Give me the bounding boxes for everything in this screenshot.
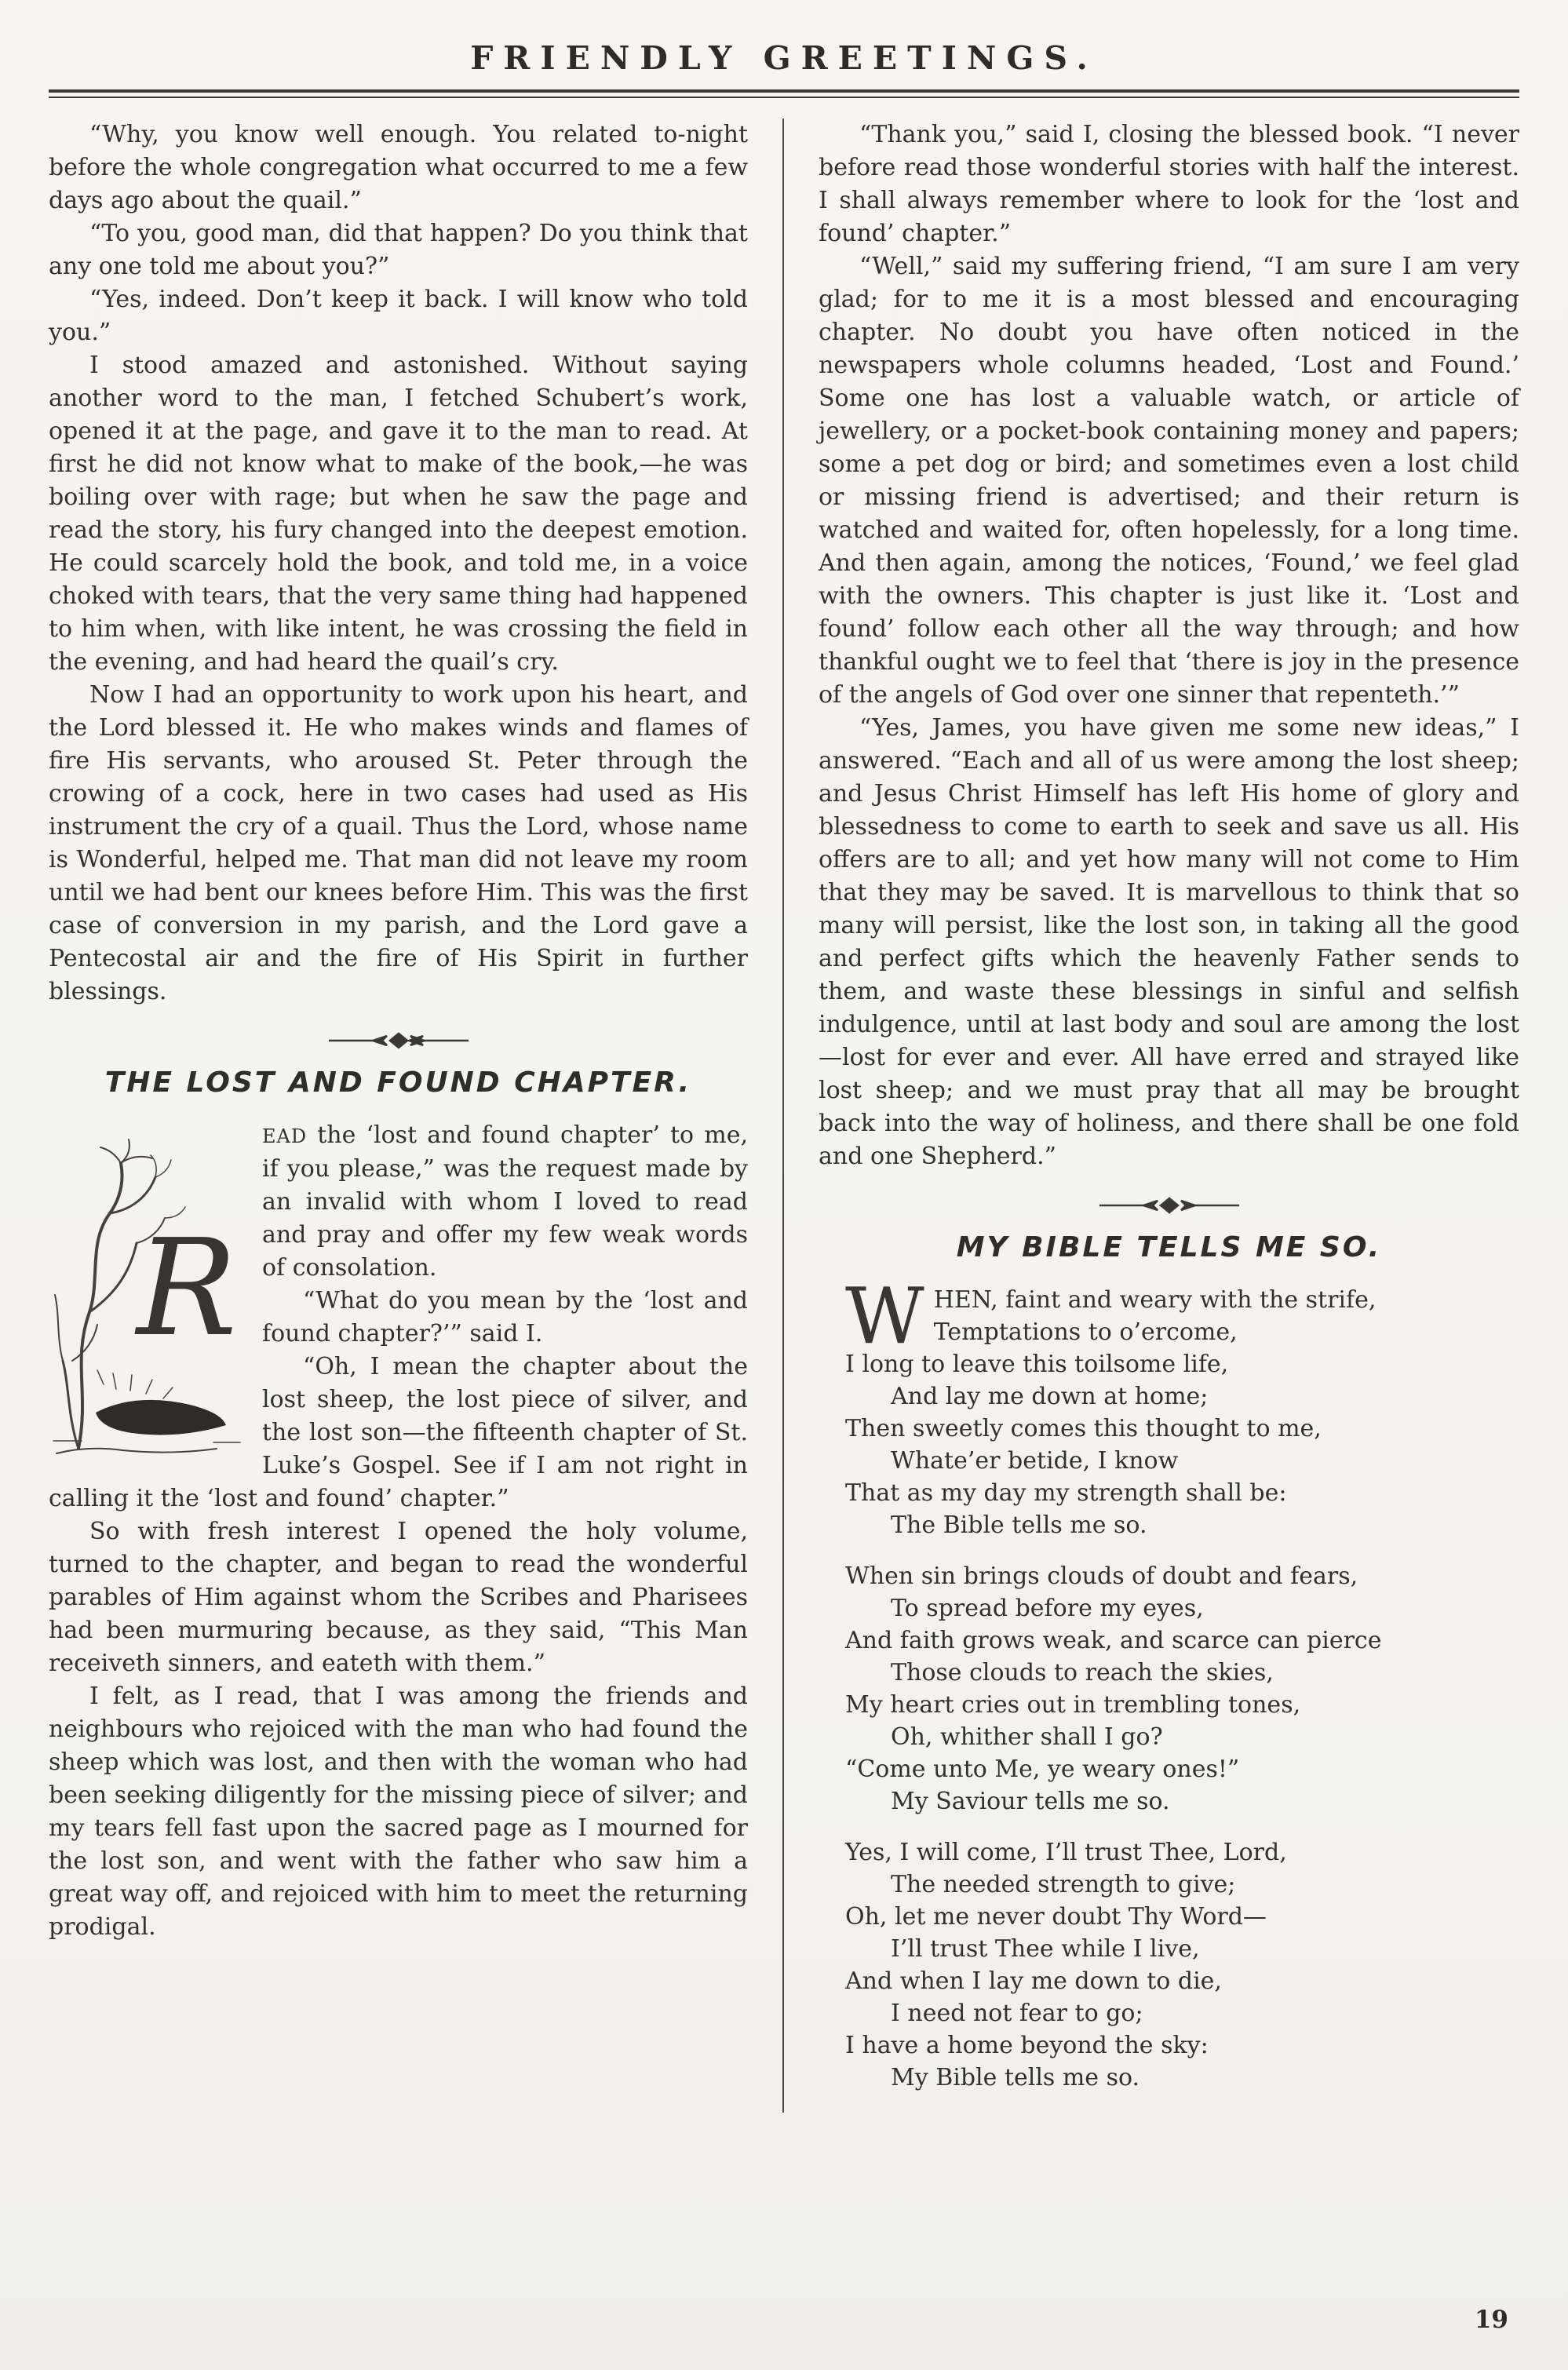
branch-engraving-icon <box>49 1125 246 1464</box>
poem-line: Temptations to o’ercome, <box>933 1318 1238 1346</box>
poem-line: My heart cries out in trembling tones, <box>845 1691 1301 1719</box>
header-rule <box>49 89 1519 98</box>
poem-line: When sin brings clouds of doubt and fears, <box>845 1562 1358 1590</box>
left-column <box>49 118 784 2113</box>
poem-line: The needed strength to give; <box>891 1871 1236 1898</box>
paragraph: “Thank you,” said I, closing the blessed book. “I never before read those wonderful stories with half the interest. I shall always remember where to look for the ‘lost and found’ chapter.” <box>819 121 1519 247</box>
poem-line: Whate’er betide, I know <box>891 1447 1179 1475</box>
columns <box>0 98 1568 2113</box>
article-title: THE LOST AND FOUND CHAPTER. <box>104 1066 692 1099</box>
poem-stanza <box>845 1560 1519 1818</box>
poem-line: And faith grows weak, and scarce can pierce <box>845 1627 1382 1654</box>
paragraph: I stood amazed and astonished. Without saying another word to the man, I fetched Schubert’s work, opened it at the page, and gave it to the man to read. At first he did not know what to make of the book,—he was boiling over with rage; but when he saw the page and read the story, his fury changed into the deepest emotion. He could scarcely hold the book, and told me, in a voice choked with tears, that the very same thing had happened to him when, with like intent, he was crossing the field in the evening, and had heard the quail’s cry. <box>49 352 748 676</box>
poem-line: I’ll trust Thee while I live, <box>891 1935 1200 1963</box>
poem-stanza <box>845 1272 1519 1541</box>
poem-line: I have a home beyond the sky: <box>845 2032 1209 2059</box>
poem-line: The Bible tells me so. <box>891 1511 1147 1539</box>
poem-line: And lay me down at home; <box>891 1383 1209 1410</box>
paragraph: Now I had an opportunity to work upon his heart, and the Lord blessed it. He who makes winds and flames of fire His servants, who aroused St. Peter through the crowing of a cock, here in two cases had used as His instrument the cry of a quail. Thus the Lord, whose name is Wonderful, helped me. That man did not leave my room until we had bent our knees before Him. This was the first case of conversion in my parish, and the Lord gave a Pentecostal air and the fire of His Spirit in further blessings. <box>49 681 748 1005</box>
divider-ornament-icon <box>1095 1195 1244 1216</box>
poem-title: MY BIBLE TELLS ME SO. <box>956 1231 1382 1263</box>
article-body <box>49 1119 748 1944</box>
ornate-initial-illustration <box>49 1125 246 1464</box>
divider-ornament-icon <box>324 1030 473 1051</box>
poem-line: “Come unto Me, ye weary ones!” <box>845 1756 1240 1783</box>
paragraph: “Oh, I mean the chapter about the lost sheep, the lost piece of silver, and the lost son—the fifteenth chapter of St. Luke’s Gospel. See if I am not right in calling it the ‘lost and found’ chapter.” <box>49 1353 748 1512</box>
poem-line-text: HEN, faint and weary with the strife, <box>933 1286 1377 1314</box>
poem-line: Oh, let me never doubt Thy Word— <box>845 1903 1267 1931</box>
paragraph: “Why, you know well enough. You related to-night before the whole congregation what occurred to me a few days ago about the quail.” <box>49 121 748 214</box>
poem-stanza <box>845 1836 1519 2094</box>
poem-line: Oh, whither shall I go? <box>891 1723 1163 1751</box>
poem-line: And when I lay me down to die, <box>845 1967 1222 1995</box>
paragraph: I felt, as I read, that I was among the friends and neighbours who rejoiced with the man who had found the sheep which was lost, and then with the woman who had been seeking diligently for the missing piece of silver; and my tears fell fast upon the sacred page as I mourned for the lost son, and went with the father who saw him a great way off, and rejoiced with him to meet the returning prodigal. <box>49 1683 748 1941</box>
right-column <box>784 118 1519 2113</box>
poem-line: That as my day my strength shall be: <box>845 1479 1287 1507</box>
ornate-initial-letter: R <box>137 1211 237 1366</box>
poem-line: My Saviour tells me so. <box>891 1788 1170 1815</box>
section-divider-ornament <box>49 1030 748 1051</box>
poem-line: Then sweetly comes this thought to me, <box>845 1415 1322 1442</box>
poem-line: To spread before my eyes, <box>891 1595 1204 1622</box>
paragraph-text: the ‘lost and found chapter’ to me, if you please,” was the request made by an invalid with whom I loved to read and pray and offer my few weak words of consolation. <box>262 1121 748 1282</box>
poem-line: I need not fear to go; <box>891 2000 1143 2027</box>
paragraph: So with fresh interest I opened the holy volume, turned to the chapter, and began to read the wonderful parables of Him against whom the Scribes and Pharisees had been murmuring because, as they said, “This Man receiveth sinners, and eateth with them.” <box>49 1518 748 1677</box>
page-title: FRIENDLY GREETINGS. <box>470 39 1098 77</box>
poem-line: Yes, I will come, I’ll trust Thee, Lord, <box>845 1839 1287 1866</box>
paragraph: “What do you mean by the ‘lost and found chapter?’” said I. <box>262 1287 748 1347</box>
paragraph: “Yes, indeed. Don’t keep it back. I will know who told you.” <box>49 286 748 346</box>
paragraph: “To you, good man, did that happen? Do you think that any one told me about you?” <box>49 220 748 280</box>
poem-line: I long to leave this toilsome life, <box>845 1351 1229 1378</box>
paragraph: “Yes, James, you have given me some new ideas,” I answered. “Each and all of us were among the lost sheep; and Jesus Christ Himself has left His home of glory and blessedness to come to earth to seek and save us all. His offers are to all; and yet how many will not come to Him that they may be saved. It is marvellous to think that so many will persist, like the lost son, in taking all the good and perfect gifts which the heavenly Father sends to them, and waste these blessings in sinful and selfish indulgence, until at last body and soul are among the lost—lost for ever and ever. All have erred and strayed like lost sheep; and we must pray that all may be brought back into the way of holiness, and there shall be one fold and one Shepherd.” <box>819 714 1519 1170</box>
poem-initial-letter: W <box>845 1272 924 1362</box>
page-number: 19 <box>1474 2306 1508 2334</box>
paragraph: “Well,” said my suffering friend, “I am sure I am very glad; for to me it is a most blessed and encouraging chapter. No doubt you have often noticed in the newspapers whole columns headed, ‘Lost and Found.’ Some one has lost a valuable watch, or article of jewellery, or a pocket-book containing money and papers; some a pet dog or bird; and sometimes even a lost child or missing friend is advertised; and their return is watched and waited for, often hopelessly, for a long time. And then again, among the notices, ‘Found,’ we feel glad with the owners. This chapter is just like it. ‘Lost and found’ follow each other all the way through; and how thankful ought we to feel that ‘there is joy in the presence of the angels of God over one sinner that repenteth.’” <box>819 253 1519 709</box>
poem-line: Those clouds to reach the skies, <box>891 1659 1274 1686</box>
small-caps-word: EAD <box>262 1125 308 1147</box>
section-divider-ornament <box>819 1195 1519 1216</box>
poem <box>845 1272 1519 2094</box>
poem-line: My Bible tells me so. <box>891 2064 1140 2091</box>
